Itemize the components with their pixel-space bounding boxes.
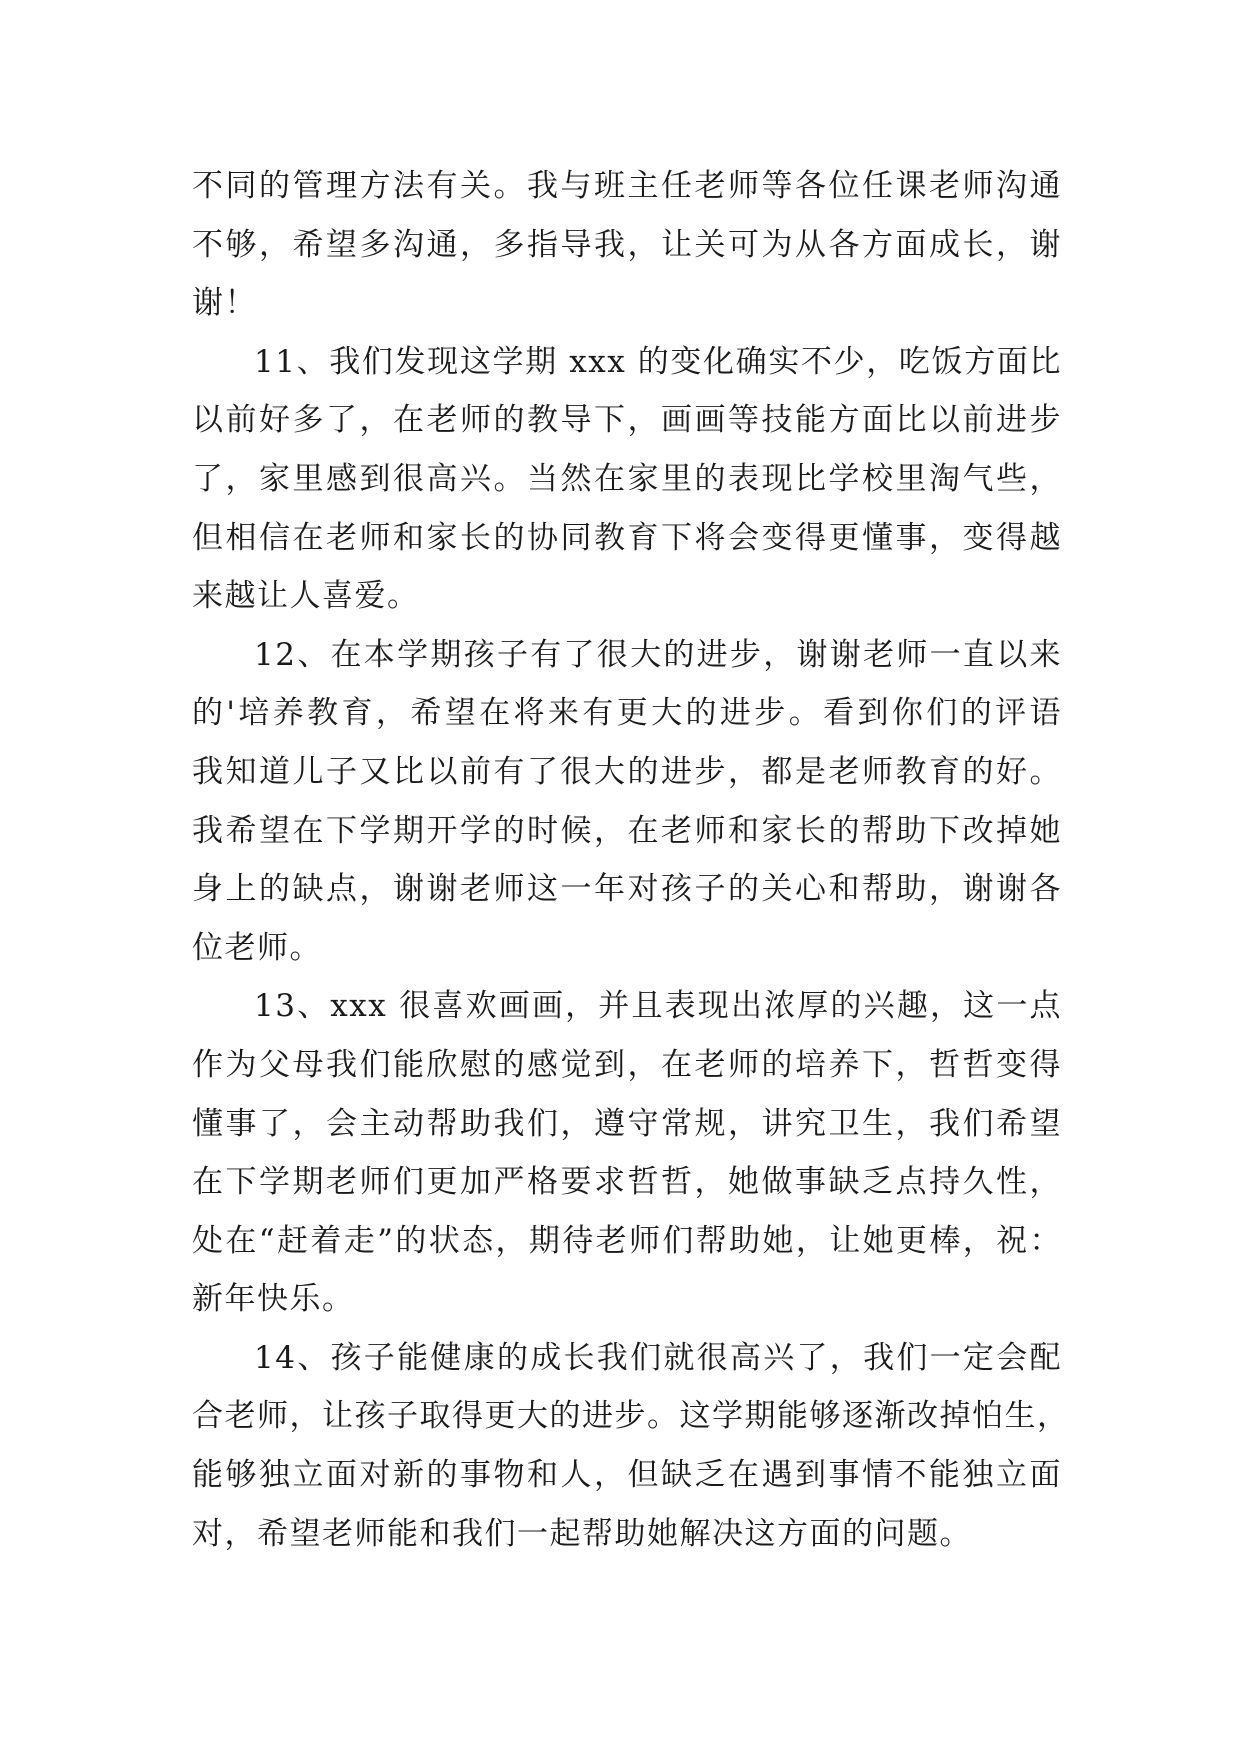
text-line: 13、xxx 很喜欢画画，并且表现出浓厚的兴趣，这一点 xyxy=(254,988,1062,1025)
text-line: 在下学期老师们更加严格要求哲哲，她做事缺乏点持久性， xyxy=(192,1164,1062,1201)
text-line: 位老师。 xyxy=(192,929,322,966)
text-line: 11、我们发现这学期 xxx 的变化确实不少，吃饭方面比 xyxy=(254,343,1062,380)
text-line: 作为父母我们能欣慰的感觉到，在老师的培养下，哲哲变得 xyxy=(192,1046,1062,1083)
paragraph-1 xyxy=(192,157,1062,333)
text-line: 12、在本学期孩子有了很大的进步，谢谢老师一直以来 xyxy=(254,636,1062,673)
document-body xyxy=(192,157,1070,1563)
paragraph-14 xyxy=(192,1329,1070,1563)
text-line: 能够独立面对新的事物和人，但缺乏在遇到事情不能独立面 xyxy=(192,1457,1062,1494)
paragraph-12 xyxy=(192,626,1062,978)
text-line: 了，家里感到很高兴。当然在家里的表现比学校里淘气些， xyxy=(192,460,1062,497)
text-line: 不同的管理方法有关。我与班主任老师等各位任课老师沟通 xyxy=(192,168,1062,204)
text-line: 来越让人喜爱。 xyxy=(192,578,420,615)
text-line: 我知道儿子又比以前有了很大的进步，都是老师教育的好。 xyxy=(192,753,1062,790)
text-line: 我希望在下学期开学的时候，在老师和家长的帮助下改掉她 xyxy=(192,812,1062,849)
text-line: 合老师，让孩子取得更大的进步。这学期能够逐渐改掉怕生， xyxy=(192,1398,1070,1435)
text-line: 谢！ xyxy=(192,285,257,322)
text-line: 对，希望老师能和我们一起帮助她解决这方面的问题。 xyxy=(192,1515,972,1552)
paragraph-13 xyxy=(192,977,1062,1329)
paragraph-11 xyxy=(192,333,1062,626)
text-line: 14、孩子能健康的成长我们就很高兴了，我们一定会配 xyxy=(254,1339,1062,1376)
text-line: 身上的缺点，谢谢老师这一年对孩子的关心和帮助，谢谢各 xyxy=(192,871,1062,908)
text-line: 以前好多了，在老师的教导下，画画等技能方面比以前进步 xyxy=(192,402,1062,439)
text-line: 的'培养教育，希望在将来有更大的进步。看到你们的评语 xyxy=(192,695,1062,732)
text-line: 但相信在老师和家长的协同教育下将会变得更懂事，变得越 xyxy=(192,519,1062,556)
text-line: 懂事了，会主动帮助我们，遵守常规，讲究卫生，我们希望 xyxy=(192,1105,1062,1142)
text-line: 不够，希望多沟通，多指导我，让关可为从各方面成长，谢 xyxy=(192,226,1062,263)
text-line: 处在“赶着走”的状态，期待老师们帮助她，让她更棒，祝： xyxy=(192,1222,1062,1259)
text-line: 新年快乐。 xyxy=(192,1281,355,1318)
